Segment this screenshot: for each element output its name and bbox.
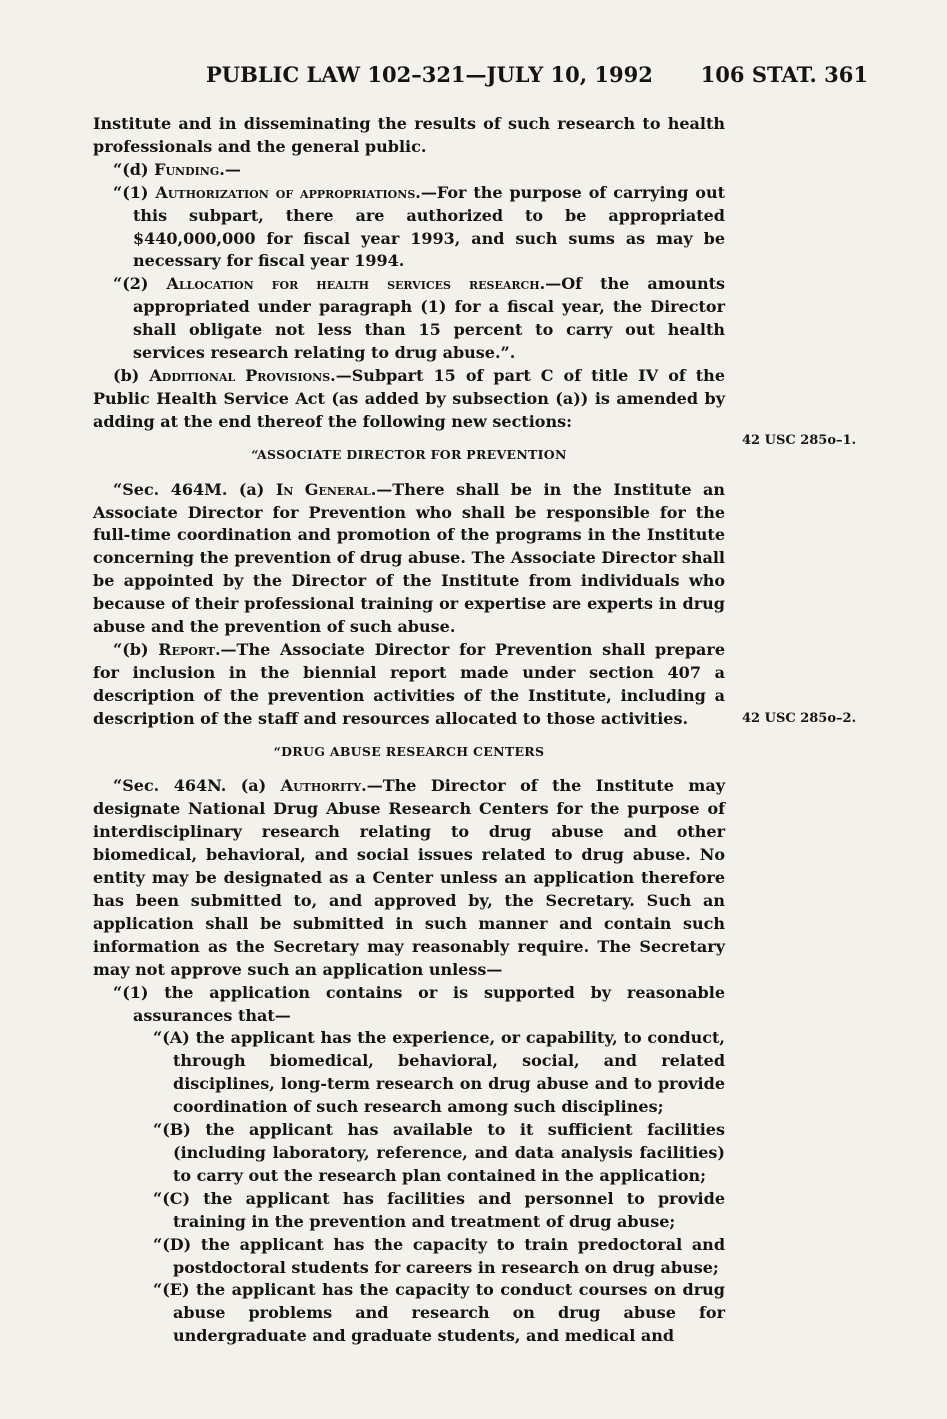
subsection-b: (b) Additional Provisions.—Subpart 15 of part C of title IV of the Public Health Service Act (as added by subsection (a)) is amended by adding at the end thereof the following new sections:: [93, 365, 725, 431]
section-464m-b: “(b) Report.—The Associate Director for Prevention shall prepare for inclusion in the biennial report made under section 407 a description of the prevention activities of the Institute, including a description of the staff and resources allocated to those activities.: [93, 639, 725, 728]
paragraph-intro: Institute and in disseminating the results of such research to health professionals and the general public.: [93, 114, 725, 156]
item-E: “(E) the applicant has the capacity to conduct courses on drug abuse problems and research on drug abuse for undergraduate and graduate students, and medical and: [153, 1280, 725, 1346]
item-1: “(1) the application contains or is supported by reasonable assurances that—: [113, 982, 725, 1025]
item-C: “(C) the applicant has facilities and personnel to provide training in the prevention and treatment of drug abuse;: [153, 1188, 725, 1231]
header-title: PUBLIC LAW 102–321—JULY 10, 1992: [206, 62, 653, 87]
section-464m-a: “Sec. 464M. (a) In General.—There shall be in the Institute an Associate Director for Prevention who shall be responsible for the full-time coordination and promotion of the programs in the Institute concerning the prevention of drug abuse. The Associate Director shall be appointed by the Director of the Institute from individuals who because of their professional training or expertise are experts in drug abuse and the prevention of such abuse.: [93, 479, 725, 637]
document-body: [93, 113, 725, 1348]
header-stat-number: 106 STAT. 361: [700, 62, 868, 87]
heading-associate-director: “ASSOCIATE DIRECTOR FOR PREVENTION: [251, 446, 567, 462]
margin-note-285o-1: 42 USC 285o–1.: [742, 433, 857, 448]
section-464n-a: “Sec. 464N. (a) Authority.—The Director of the Institute may designate National Drug Abuse Research Centers for the purpose of interdisciplinary research relating to drug abuse and other biomedical, behavioral, and social issues related to drug abuse. No entity may be designated as a Center unless an application therefore has been submitted to, and approved by, the Secretary. Such an application shall be submitted in such manner and contain such information as the Secretary may reasonably require. The Secretary may not approve such an application unless—: [93, 776, 725, 979]
item-A: “(A) the applicant has the experience, or capability, to conduct, through biomedical, behavioral, social, and related disciplines, long-term research on drug abuse and to provide coordination of such research among such disciplines;: [153, 1028, 725, 1117]
item-B: “(B) the applicant has available to it sufficient facilities (including laboratory, reference, and data analysis facilities) to carry out the research plan contained in the application;: [153, 1120, 725, 1185]
page-header: [88, 62, 868, 98]
margin-note-285o-2: 42 USC 285o–2.: [742, 711, 857, 726]
subsection-d-funding: “(d) Funding.—: [113, 159, 241, 179]
heading-research-centers: “DRUG ABUSE RESEARCH CENTERS: [273, 743, 545, 759]
paragraph-d1: “(1) Authorization of appropriations.—For the purpose of carrying out this subpart, there are authorized to be appropriated $440,000,000 for fiscal year 1993, and such sums as may be necessary for fiscal year 1994.: [113, 182, 726, 271]
paragraph-d2: “(2) Allocation for health services research.—Of the amounts appropriated under paragraph (1) for a fiscal year, the Director shall obligate not less than 15 percent to carry out health services research relating to drug abuse.”.: [113, 274, 725, 363]
item-D: “(D) the applicant has the capacity to train predoctoral and postdoctoral students for careers in research on drug abuse;: [153, 1234, 725, 1277]
